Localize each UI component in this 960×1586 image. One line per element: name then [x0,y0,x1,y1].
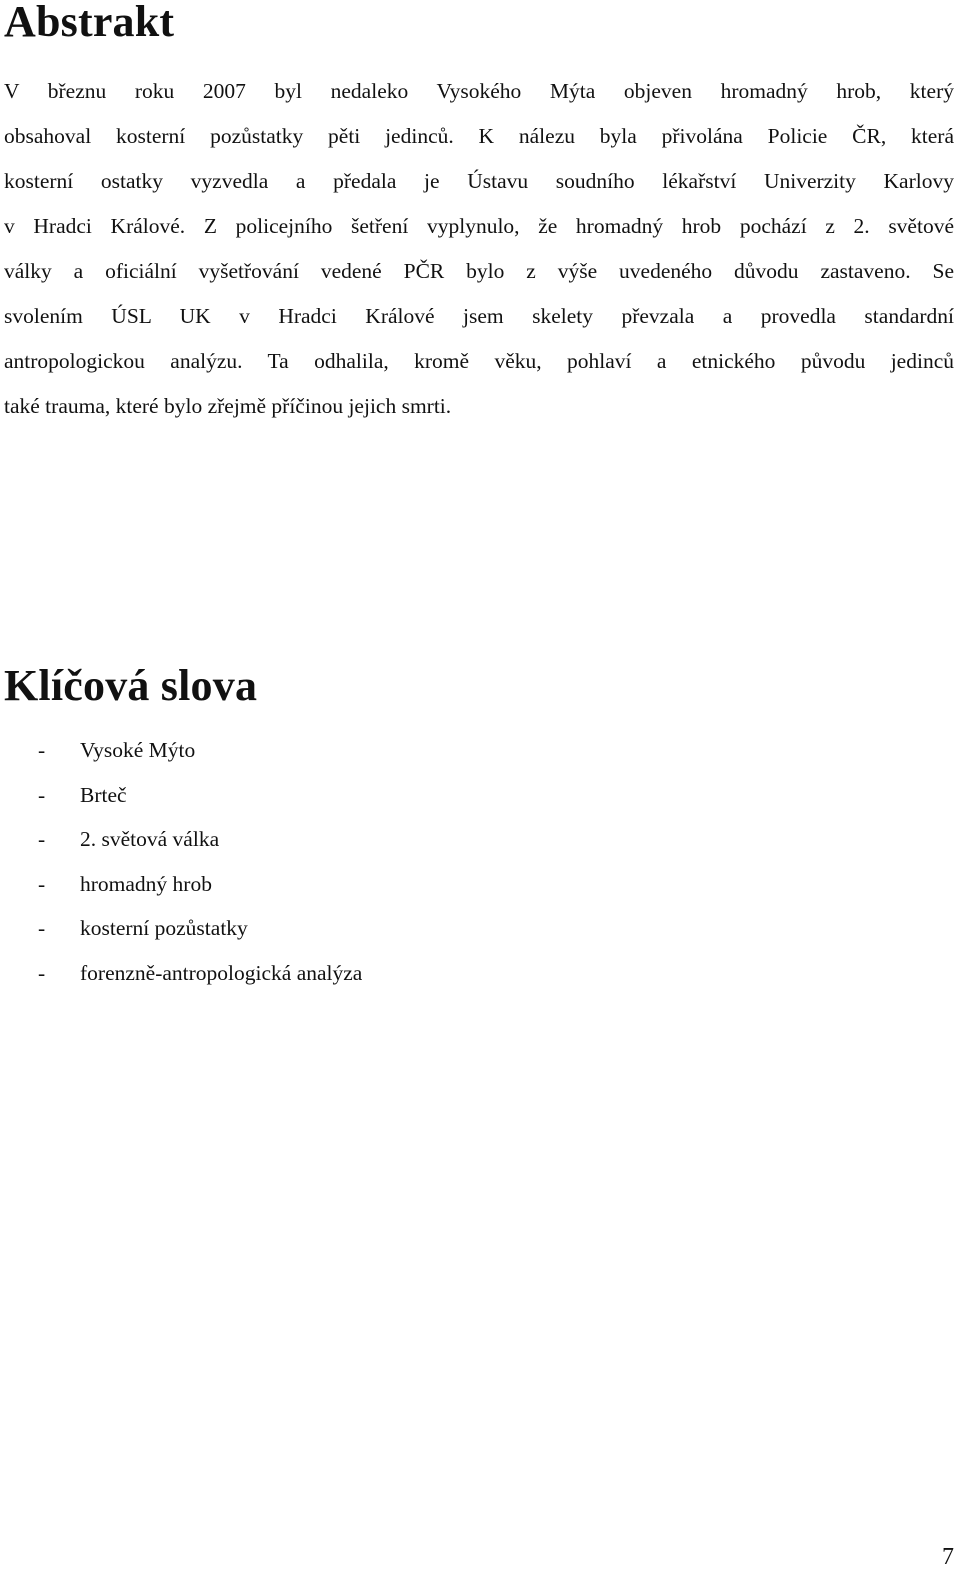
list-dash: - [38,827,46,851]
list-dash: - [38,782,46,807]
list-dash: - [38,738,46,762]
list-dash: - [38,916,46,940]
keyword-label: Vysoké Mýto [80,738,196,762]
abstract-paragraph [4,69,954,429]
keyword-label: 2. světová válka [80,827,220,851]
abstract-line: války a oficiální vyšetřování vedené PČR bylo z výše uvedeného důvodu zastaveno. Se [4,259,954,283]
abstract-line: kosterní ostatky vyzvedla a předala je Ústavu soudního lékařství Univerzity Karlovy [4,169,954,193]
list-dash: - [38,960,46,985]
abstract-heading: Abstrakt [4,0,175,46]
list-item [38,773,362,818]
list-item [38,951,362,996]
keywords-heading: Klíčová slova [4,661,258,710]
page-number: 7 [942,1544,954,1570]
list-dash: - [38,871,46,896]
abstract-line: svolením ÚSL UK v Hradci Králové jsem skelety převzala a provedla standardní [4,304,954,328]
list-item [38,862,362,907]
keyword-label: hromadný hrob [80,871,212,896]
abstract-line: také trauma, které bylo zřejmě příčinou jejich smrti. [4,394,452,418]
abstract-line: obsahoval kosterní pozůstatky pěti jedinců. K nálezu byla přivolána Policie ČR, která [4,124,954,148]
keyword-label: forenzně-antropologická analýza [80,960,363,985]
keyword-label: kosterní pozůstatky [80,916,248,940]
abstract-line: antropologickou analýzu. Ta odhalila, kromě věku, pohlaví a etnického původu jedinců [4,349,954,373]
list-item [38,817,362,862]
abstract-line: V březnu roku 2007 byl nedaleko Vysokého Mýta objeven hromadný hrob, který [4,79,954,103]
list-item [38,728,362,773]
keywords-list [38,728,362,995]
list-item [38,906,362,951]
keyword-label: Brteč [80,782,127,807]
abstract-line: v Hradci Králové. Z policejního šetření vyplynulo, že hromadný hrob pochází z 2. světové [4,214,954,238]
